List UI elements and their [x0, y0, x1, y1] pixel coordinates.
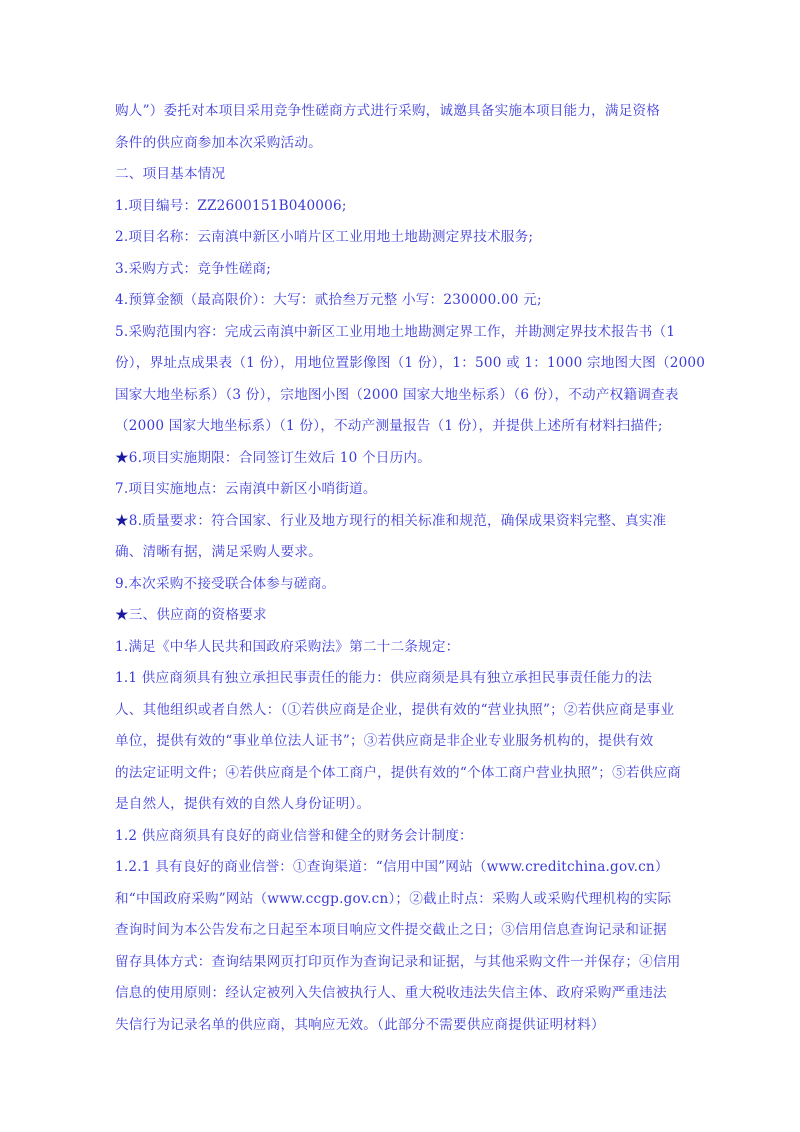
text-line [115, 884, 695, 916]
text-line [115, 852, 695, 884]
quality-requirements [115, 506, 695, 538]
project-number [115, 191, 695, 223]
line-text: 1.1 供应商须具有独立承担民事责任的能力：供应商须是具有独立承担民事责任能力的法 [115, 670, 653, 686]
text-line [115, 915, 695, 947]
line-text: 3.采购方式：竞争性磋商; [115, 260, 272, 277]
line-text: 确、清晰有据，满足采购人要求。 [115, 544, 322, 560]
line-text: 购人”）委托对本项目采用竞争性磋商方式进行采购，诚邀具备实施本项目能力，满足资格 [115, 103, 661, 119]
line-text: 留存具体方式：查询结果网页打印页作为查询记录和证据，与其他采购文件一并保存；④信用 [115, 953, 681, 970]
text-line [115, 537, 695, 569]
document-page [115, 96, 706, 1041]
consortium-note [115, 569, 695, 601]
line-text: 1.2.1 具有良好的商业信誉：①查询渠道：“信用中国”网站（www.creditchina.gov.cn） [115, 859, 669, 875]
text-line [115, 789, 695, 821]
line-text: 人、其他组织或者自然人：（①若供应商是企业，提供有效的“营业执照”；②若供应商是事业 [115, 701, 675, 718]
text-line [115, 947, 695, 979]
procurement-method [115, 254, 695, 286]
line-text: 三、供应商的资格要求 [128, 607, 267, 623]
line-text: 1.项目编号：ZZ2600151B040006; [115, 197, 347, 214]
budget-amount [115, 285, 695, 317]
line-text: 和“中国政府采购”网站（www.ccgp.gov.cn）；②截止时点：采购人或采购代理机构的实际 [115, 890, 672, 907]
line-text: 1.2 供应商须具有良好的商业信誉和健全的财务会计制度： [115, 827, 473, 844]
line-text: （2000 国家大地坐标系）（1 份），不动产测量报告（1 份），并提供上述所有材料扫描件; [115, 418, 663, 434]
line-text: 的法定证明文件；④若供应商是个体工商户，提供有效的“个体工商户营业执照”；⑤若供应商 [115, 764, 682, 781]
line-text: 8.质量要求：符合国家、行业及地方现行的相关标准和规范，确保成果资料完整、真实准 [128, 512, 667, 529]
line-text: 二、项目基本情况 [115, 166, 226, 182]
line-text: 1.满足《中华人民共和国政府采购法》第二十二条规定： [115, 638, 460, 655]
procurement-scope [115, 317, 695, 349]
line-text: 信息的使用原则：经认定被列入失信被执行人、重大税收违法失信主体、政府采购严重违法 [115, 985, 667, 1001]
star-icon: ★ [115, 449, 129, 466]
text-line [115, 978, 695, 1010]
text-line [115, 380, 695, 412]
implementation-period [115, 443, 695, 475]
line-text: 份），界址点成果表（1 份），用地位置影像图（1 份），1：500 或 1：1000 宗地图大图（2000 [115, 355, 706, 371]
text-line [115, 758, 695, 790]
star-icon: ★ [115, 607, 129, 623]
line-text: 是自然人，提供有效的自然人身份证明）。 [115, 796, 371, 812]
implementation-location [115, 474, 695, 506]
star-icon: ★ [115, 512, 129, 529]
line-text: 条件的供应商参加本次采购活动。 [115, 134, 322, 151]
line-text: 9.本次采购不接受联合体参与磋商。 [115, 575, 336, 592]
text-line [115, 663, 695, 695]
project-name [115, 222, 695, 254]
section-heading-qualifications [115, 600, 695, 632]
text-line [115, 348, 706, 380]
line-text: 国家大地坐标系）（3 份），宗地图小图（2000 国家大地坐标系）（6 份），不动产权籍调查表 [115, 386, 679, 403]
text-line [115, 96, 695, 128]
line-text: 查询时间为本公告发布之日起至本项目响应文件提交截止之日；③信用信息查询记录和证据 [115, 922, 667, 938]
text-line [115, 695, 695, 727]
text-line [115, 632, 695, 664]
line-text: 单位，提供有效的“事业单位法人证书”；③若供应商是非企业专业服务机构的，提供有效 [115, 733, 654, 749]
line-text: 6.项目实施期限：合同签订生效后 10 个日历内。 [128, 449, 431, 466]
text-line [115, 128, 695, 160]
line-text: 失信行为记录名单的供应商，其响应无效。（此部分不需要供应商提供证明材料） [115, 1016, 605, 1033]
text-line [115, 411, 695, 443]
text-line [115, 1010, 695, 1042]
text-line [115, 726, 695, 758]
line-text: 4.预算金额（最高限价）：大写：贰拾叁万元整 小写：230000.00 元; [115, 292, 542, 308]
line-text: 2.项目名称：云南滇中新区小哨片区工业用地土地勘测定界技术服务; [115, 229, 534, 245]
line-text: 7.项目实施地点：云南滇中新区小哨街道。 [115, 481, 377, 497]
line-text: 5.采购范围内容：完成云南滇中新区工业用地土地勘测定界工作，并勘测定界技术报告书（1 [115, 323, 676, 340]
text-line [115, 821, 695, 853]
section-heading-project-basics [115, 159, 695, 191]
